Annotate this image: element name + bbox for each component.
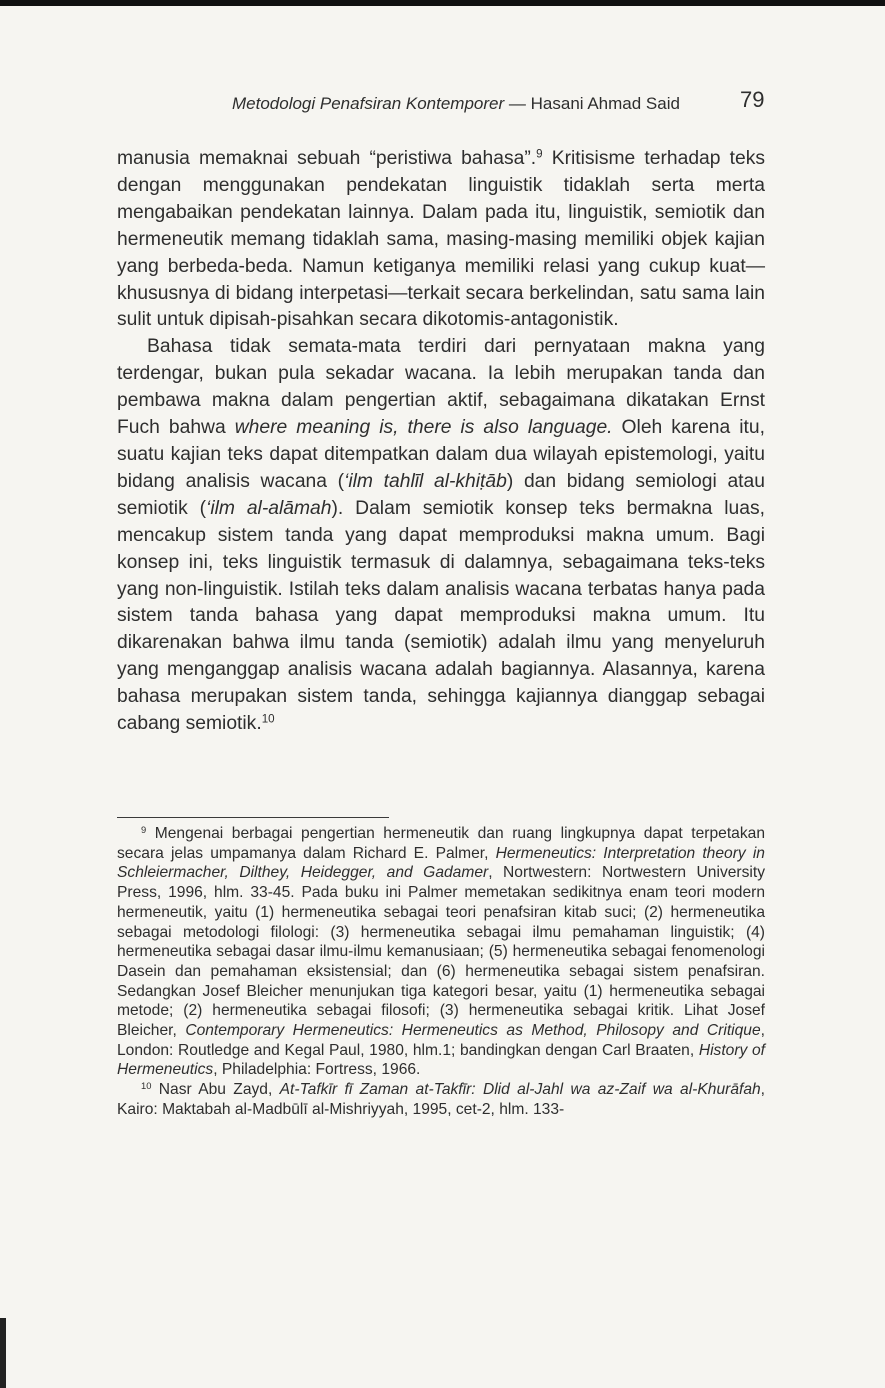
arabic-term-tahlil: ‘ilm tahlīl al-khiṭāb — [344, 470, 507, 492]
paragraph-2-quote: where meaning is, there is also language. — [234, 417, 613, 439]
footnote-9 — [117, 824, 765, 1080]
footnote-10-number: 10 — [141, 1081, 152, 1091]
footnote-9-text-c: , London: Routledge and Kegal Paul, 1980, hlm.1; bandingkan dengan Carl Braaten, — [117, 1022, 765, 1059]
footnote-9-title-palmer: Hermeneutics: Interpretation theory in Schleiermacher, Dilthey, Heidegger, and Gadamer — [117, 844, 765, 882]
footnotes — [117, 824, 765, 1120]
footnote-10-text-b: , Kairo: Maktabah al-Madbūlī al-Mishriyyah, 1995, cet-2, hlm. 133- — [117, 1081, 766, 1118]
paragraph-1 — [117, 146, 765, 334]
footnote-separator — [117, 817, 389, 818]
arabic-term-alamah: ‘ilm al-alāmah — [206, 497, 332, 519]
page-number: 79 — [740, 87, 765, 112]
paragraph-2-text-b: Oleh karena itu, suatu kajian teks dapat ditempatkan dalam dua wilayah epistemologi, yaitu bidang analisis wacana ( — [117, 417, 765, 492]
footnote-9-title-bleicher: Contemporary Hermeneutics: Hermeneutics as Method, Philosopy and Critique — [185, 1022, 761, 1040]
footnote-9-text-b: , Nortwestern: Nortwestern University Press, 1996, hlm. 33-45. Pada buku ini Palmer memetakan sedikitnya enam teori modern hermeneutik, yaitu (1) hermeneutika sebagai teori penafsiran kitab suci; (2) hermeneutika sebagai metodologi filologi: (3) hermeneutika sebagai ilmu pemahaman linguistik; (4) hermeneutika sebagai dasar ilmu-ilmu kemanusiaan; (5) hermeneutika sebagai fenomenologi Dasein dan pemahaman eksistensial; dan (6) hermeneutika sebagai sistem penafsiran. Sedangkan Josef Bleicher menunjukan tiga kategori besar, yaitu (1) hermeneutika sebagai metode; (2) hermeneutika sebagai filosofi; (3) hermeneutika sebagai kritik. Lihat Josef Bleicher, — [117, 864, 765, 1040]
paragraph-2-text-c: ) dan bidang semiologi atau semiotik ( — [117, 470, 765, 519]
running-head — [232, 87, 772, 116]
paragraph-2-text-a: Bahasa tidak semata-mata terdiri dari pernyataan makna yang terdengar, bukan pula sekadar wacana. Ia lebih merupakan tanda dan pembawa makna dalam pengertian aktif, sebagaimana dikatakan Ernst Fuch bahwa — [117, 336, 765, 439]
footnote-9-title-braaten: History of Hermeneutics — [117, 1041, 766, 1079]
paragraph-1-text-b: Kritisisme terhadap teks dengan menggunakan pendekatan linguistik tidaklah serta merta mengabaikan pendekatan lainnya. Dalam pada itu, linguistik, semiotik dan hermeneutik memang tidaklah sama, masing-masing memiliki objek kajian yang berbeda-beda. Namun ketiganya memiliki relasi yang cukup kuat—khususnya di bidang interpetasi—terkait secara berkelindan, satu sama lain sulit untuk dipisah-pisahkan secara dikotomis-antagonistik. — [117, 148, 765, 331]
running-head-author: — Hasani Ahmad Said — [508, 94, 680, 113]
scan-top-edge — [0, 0, 885, 6]
footnote-ref-10: 10 — [261, 713, 275, 726]
footnote-10-text-a: Nasr Abu Zayd, — [151, 1081, 280, 1099]
paragraph-1-text-a: manusia memaknai sebuah “peristiwa bahasa”. — [117, 148, 537, 169]
footnote-ref-9: 9 — [536, 148, 543, 161]
footnote-9-number: 9 — [141, 824, 147, 835]
footnote-10 — [117, 1080, 765, 1119]
paragraph-2 — [117, 334, 765, 738]
footnote-9-text-d: , Philadelphia: Fortress, 1966. — [213, 1061, 421, 1079]
running-head-title: Metodologi Penafsiran Kontemporer — [232, 94, 505, 113]
scan-left-edge — [0, 1318, 6, 1388]
footnote-9-text-a: Mengenai berbagai pengertian hermeneutik dan ruang lingkupnya dapat terpetakan secara jelas umpamanya dalam Richard E. Palmer, — [117, 825, 765, 862]
body-text — [117, 146, 765, 738]
footnote-10-title-abu-zayd: At-Tafkīr fī Zaman at-Takfīr: Dlid al-Jahl wa az-Zaif wa al-Khurāfah — [279, 1081, 761, 1099]
paragraph-2-text-d: ). Dalam semiotik konsep teks bermakna luas, mencakup sistem tanda yang dapat memproduksi makna umum. Bagi konsep ini, teks linguistik termasuk di dalamnya, sebagaimana teks-teks yang non-linguistik. Istilah teks dalam analisis wacana terbatas hanya pada sistem tanda bahasa yang dapat memproduksi makna umum. Itu dikarenakan bahwa ilmu tanda (semiotik) adalah ilmu yang menyeluruh yang menganggap analisis wacana adalah bagiannya. Alasannya, karena bahasa merupakan sistem tanda, sehingga kajiannya dianggap sebagai cabang semiotik. — [117, 497, 766, 735]
